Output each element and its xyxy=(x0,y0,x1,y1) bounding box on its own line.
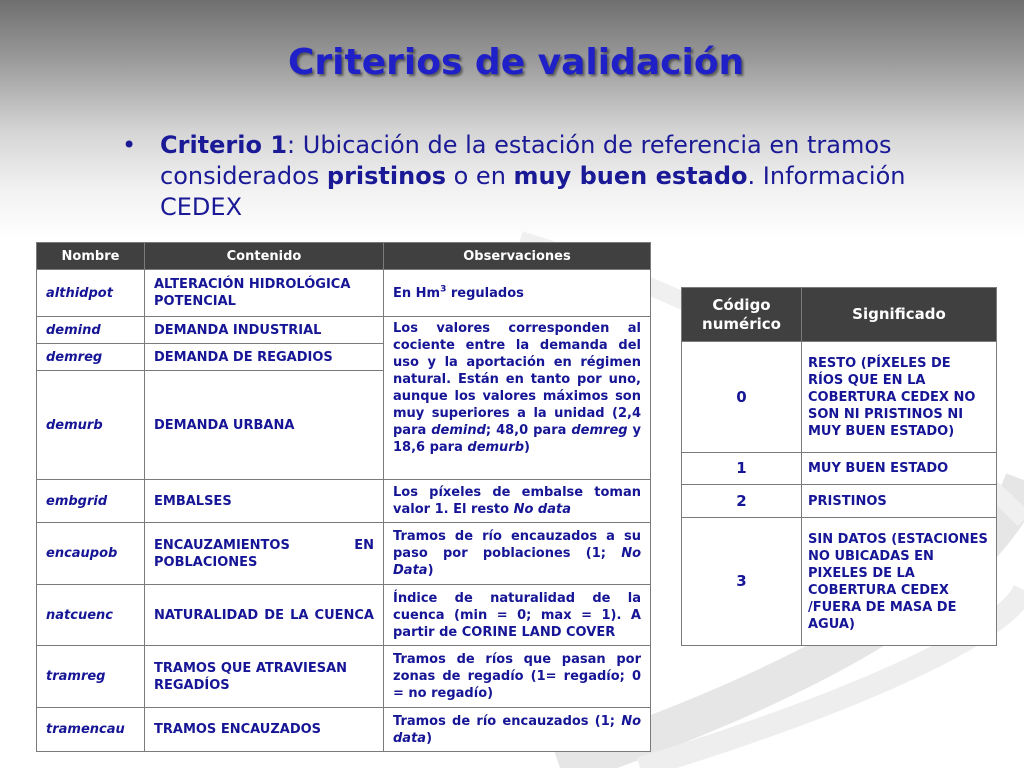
obs-superscript: 3 xyxy=(440,284,447,295)
obs-italic: No data xyxy=(393,713,641,746)
column-header-contenido: Contenido xyxy=(145,243,384,270)
cell-contenido: TRAMOS QUE ATRAVIESAN REGADÍOS xyxy=(145,646,384,708)
column-header-observaciones: Observaciones xyxy=(384,243,651,270)
cell-nombre: tramreg xyxy=(37,646,145,708)
obs-text: Los píxeles de embalse toman valor 1. El resto xyxy=(393,485,641,517)
cell-observaciones: Índice de naturalidad de la cuenca (min = 0; max = 1). A partir de CORINE LAND COVER xyxy=(384,585,651,646)
criterion-text-1: : Ubicación de la estación de referencia en tramos considerados xyxy=(160,131,892,190)
table-row xyxy=(37,317,651,344)
criterion-text-3: . Información CEDEX xyxy=(160,162,906,221)
cell-observaciones-merged xyxy=(384,317,651,480)
cell-nombre: demreg xyxy=(37,344,145,371)
criterion-bullet xyxy=(122,130,952,223)
cell-observaciones xyxy=(384,523,651,585)
obs-text: ; 48,0 para xyxy=(485,423,572,438)
cell-code: 0 xyxy=(682,342,802,453)
criterion-bold-pristinos: pristinos xyxy=(326,162,446,190)
table-row xyxy=(37,270,651,317)
table-row xyxy=(682,453,997,485)
cell-contenido: EMBALSES xyxy=(145,480,384,523)
obs-text: y 18,6 para xyxy=(393,423,641,455)
table-row xyxy=(682,518,997,646)
obs-text: Los valores corresponden al cociente entre la demanda del uso y la aportación en régimen natural. Están en tanto por uno, aunque los valores máximos son muy superiores a la unidad (2,4 para xyxy=(393,321,641,438)
cell-meaning: SIN DATOS (ESTACIONES NO UBICADAS EN PIXELES DE LA COBERTURA CEDEX /FUERA DE MASA DE AGUA) xyxy=(802,518,997,646)
cell-observaciones xyxy=(384,270,651,317)
criterion-label: Criterio 1 xyxy=(160,131,288,159)
cell-meaning: RESTO (PÍXELES DE RÍOS QUE EN LA COBERTURA CEDEX NO SON NI PRISTINOS NI MUY BUEN ESTADO) xyxy=(802,342,997,453)
obs-text: ) xyxy=(427,563,434,578)
obs-italic: demurb xyxy=(467,440,525,455)
obs-italic: No Data xyxy=(393,546,641,578)
table-row xyxy=(682,342,997,453)
obs-text: ) xyxy=(426,730,433,746)
cell-nombre: demind xyxy=(37,317,145,344)
variables-table xyxy=(36,242,651,752)
cell-code: 2 xyxy=(682,485,802,518)
table-row xyxy=(682,485,997,518)
cell-contenido: DEMANDA DE REGADIOS xyxy=(145,344,384,371)
obs-italic: demreg xyxy=(571,423,628,438)
criterion-text-2: o en xyxy=(445,162,514,190)
table-header-row xyxy=(682,288,997,342)
column-header-codigo: Código numérico xyxy=(682,288,802,342)
cell-observaciones xyxy=(384,708,651,752)
table-row xyxy=(37,480,651,523)
bullet-icon: • xyxy=(122,131,137,159)
cell-code: 1 xyxy=(682,453,802,485)
cell-meaning: PRISTINOS xyxy=(802,485,997,518)
cell-contenido: DEMANDA URBANA xyxy=(145,371,384,480)
table-row xyxy=(37,523,651,585)
cell-nombre: encaupob xyxy=(37,523,145,585)
cell-contenido: TRAMOS ENCAUZADOS xyxy=(145,708,384,752)
cell-contenido: ENCAUZAMIENTOS EN POBLACIONES xyxy=(145,523,384,585)
column-header-nombre: Nombre xyxy=(37,243,145,270)
cell-contenido: DEMANDA INDUSTRIAL xyxy=(145,317,384,344)
obs-italic: No data xyxy=(513,502,571,517)
column-header-significado: Significado xyxy=(802,288,997,342)
cell-nombre: demurb xyxy=(37,371,145,480)
criterion-text xyxy=(160,130,952,223)
codes-table xyxy=(681,287,997,646)
obs-text: regulados xyxy=(446,285,524,301)
cell-observaciones xyxy=(384,480,651,523)
obs-text: En Hm xyxy=(393,285,441,301)
cell-nombre: althidpot xyxy=(37,270,145,317)
table-header-row xyxy=(37,243,651,270)
cell-nombre: embgrid xyxy=(37,480,145,523)
cell-code: 3 xyxy=(682,518,802,646)
table-row xyxy=(37,585,651,646)
cell-contenido: NATURALIDAD DE LA CUENCA xyxy=(145,585,384,646)
obs-italic: demind xyxy=(431,423,486,438)
obs-text: ) xyxy=(524,440,530,455)
cell-observaciones: Tramos de ríos que pasan por zonas de regadío (1= regadío; 0 = no regadío) xyxy=(384,646,651,708)
cell-nombre: natcuenc xyxy=(37,585,145,646)
criterion-bold-muy-buen-estado: muy buen estado xyxy=(513,162,748,190)
cell-nombre: tramencau xyxy=(37,708,145,752)
cell-meaning: MUY BUEN ESTADO xyxy=(802,453,997,485)
cell-contenido: ALTERACIÓN HIDROLÓGICA POTENCIAL xyxy=(145,270,384,317)
table-row xyxy=(37,708,651,752)
obs-text: Tramos de río encauzados (1; xyxy=(393,713,622,729)
obs-text: Tramos de río encauzados a su paso por poblaciones (1; xyxy=(393,529,641,561)
table-row xyxy=(37,646,651,708)
page-title: Criterios de validación xyxy=(288,42,745,83)
